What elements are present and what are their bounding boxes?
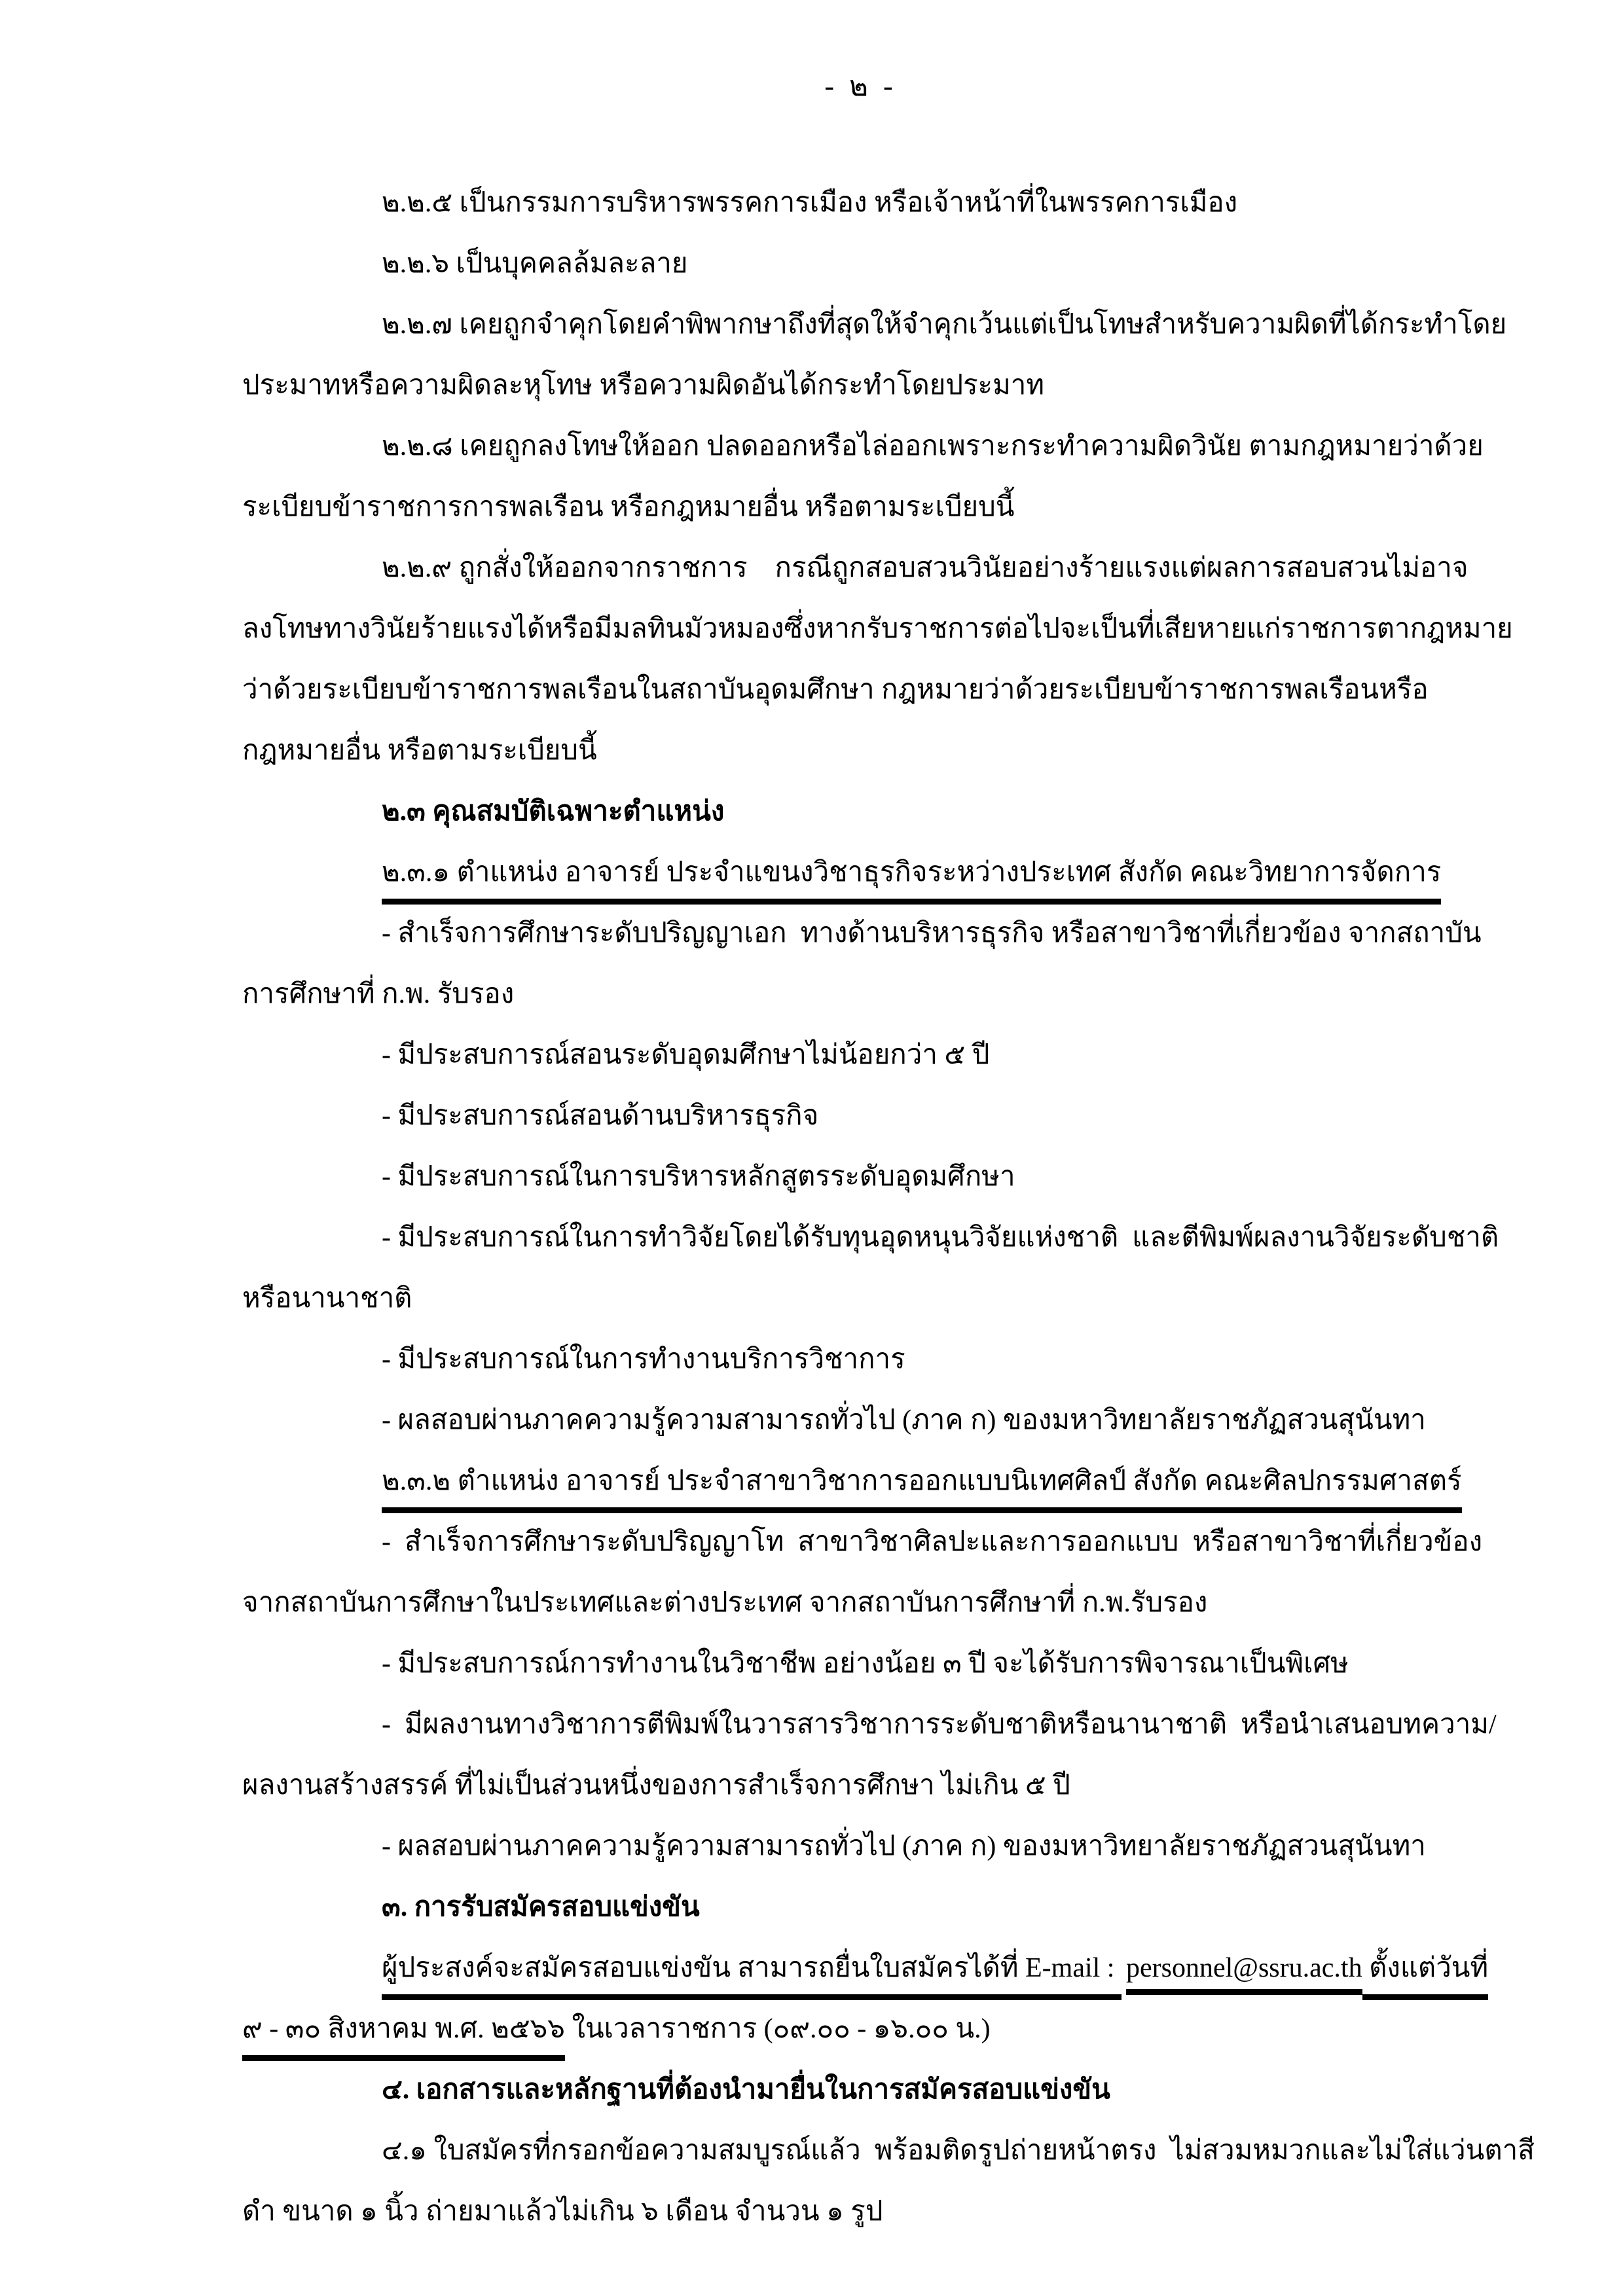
- qualification-item: - มีประสบการณ์ในการบริหารหลักสูตรระดับอุดมศึกษา: [382, 1162, 1015, 1192]
- qualification-item: - มีประสบการณ์สอนระดับอุดมศึกษาไม่น้อยกว่า ๕ ปี: [382, 1040, 990, 1070]
- email-link[interactable]: [1126, 1952, 1362, 1995]
- clause-2-2-9: ๒.๒.๙ ถูกสั่งให้ออกจากราชการ กรณีถูกสอบสวนวินัยอย่างร้ายแรงแต่ผลการสอบสวนไม่อาจ: [382, 553, 1468, 583]
- heading-documents: ๔. เอกสารและหลักฐานที่ต้องนำมายื่นในการสมัครสอบแข่งขัน: [382, 2075, 1110, 2105]
- clause-2-2-7: ๒.๒.๗ เคยถูกจำคุกโดยคำพิพากษาถึงที่สุดให้จำคุกเว้นแต่เป็นโทษสำหรับความผิดที่ได้กระทำโดย: [382, 310, 1507, 340]
- application-instruction-line: [242, 1938, 1535, 1999]
- qualification-item: - ผลสอบผ่านภาคความรู้ความสามารถทั่วไป (ภาค ก) ของมหาวิทยาลัยราชภัฏสวนสุนันทา: [382, 1831, 1426, 1861]
- clause-4-1-cont: ดำ ขนาด ๑ นิ้ว ถ่ายมาแล้วไม่เกิน ๖ เดือน จำนวน ๑ รูป: [242, 2197, 883, 2227]
- qualification-item: - มีผลงานทางวิชาการตีพิมพ์ในวารสารวิชาการระดับชาติหรือนานาชาติ หรือนำเสนอบทความ/: [382, 1710, 1497, 1740]
- underlined-date: ๙ - ๓๐ สิงหาคม พ.ศ. ๒๕๖๖: [242, 2007, 565, 2061]
- underlined-text: ๒.๓.๑ ตำแหน่ง อาจารย์ ประจำแขนงวิชาธุรกิจระหว่างประเทศ สังกัด คณะวิทยาการจัดการ: [382, 850, 1441, 905]
- position-1-heading: [242, 842, 1535, 903]
- qualification-item-cont: หรือนานาชาติ: [242, 1283, 412, 1314]
- clause-2-2-6: ๒.๒.๖ เป็นบุคคลล้มละลาย: [382, 249, 688, 279]
- heading-application: ๓. การรับสมัครสอบแข่งขัน: [382, 1892, 700, 1922]
- email-address[interactable]: personnel@ssru.ac.th: [1125, 1953, 1362, 1983]
- underlined-text: ๒.๓.๒ ตำแหน่ง อาจารย์ ประจำสาขาวิชาการออกแบบนิเทศศิลป์ สังกัด คณะศิลปกรรมศาสตร์: [382, 1459, 1462, 1513]
- qualification-item-cont: ผลงานสร้างสรรค์ ที่ไม่เป็นส่วนหนึ่งของการสำเร็จการศึกษา ไม่เกิน ๕ ปี: [242, 1770, 1070, 1801]
- underlined-text: ผู้ประสงค์จะสมัครสอบแข่งขัน สามารถยื่นใบสมัครได้ที่ E-mail :: [382, 1946, 1122, 2000]
- clause-2-2-8: ๒.๒.๘ เคยถูกลงโทษให้ออก ปลดออกหรือไล่ออกเพราะกระทำความผิดวินัย ตามกฎหมายว่าด้วย: [382, 431, 1484, 461]
- clause-2-2-9-cont-2: ว่าด้วยระเบียบข้าราชการพลเรือนในสถาบันอุดมศึกษา กฎหมายว่าด้วยระเบียบข้าราชการพลเรือนหรือ: [242, 675, 1429, 705]
- qualification-item: - สำเร็จการศึกษาระดับปริญญาเอก ทางด้านบริหารธุรกิจ หรือสาขาวิชาที่เกี่ยวข้อง จากสถาบัน: [382, 918, 1482, 948]
- clause-4-1: ๔.๑ ใบสมัครที่กรอกข้อความสมบูรณ์แล้ว พร้อมติดรูปถ่ายหน้าตรง ไม่สวมหมวกและไม่ใส่แว่นตาสี: [382, 2136, 1535, 2166]
- application-date-line: [242, 1999, 1535, 2060]
- clause-2-2-9-cont-3: กฎหมายอื่น หรือตามระเบียบนี้: [242, 736, 597, 766]
- qualification-item-cont: การศึกษาที่ ก.พ. รับรอง: [242, 979, 515, 1009]
- clause-2-2-5: ๒.๒.๕ เป็นกรรมการบริหารพรรคการเมือง หรือเจ้าหน้าที่ในพรรคการเมือง: [382, 188, 1238, 218]
- page-number: - ๒ -: [824, 70, 897, 102]
- heading-specific-qualifications: ๒.๓ คุณสมบัติเฉพาะตำแหน่ง: [382, 797, 725, 827]
- underlined-text: ตั้งแต่วันที่: [1362, 1946, 1489, 2000]
- qualification-item: - มีประสบการณ์สอนด้านบริหารธุรกิจ: [382, 1101, 819, 1131]
- qualification-item: - ผลสอบผ่านภาคความรู้ความสามารถทั่วไป (ภาค ก) ของมหาวิทยาลัยราชภัฏสวนสุนันทา: [382, 1405, 1426, 1435]
- qualification-item: - สำเร็จการศึกษาระดับปริญญาโท สาขาวิชาศิลปะและการออกแบบ หรือสาขาวิชาที่เกี่ยวข้อง: [382, 1527, 1483, 1557]
- date-line-rest: ในเวลาราชการ (๐๙.๐๐ - ๑๖.๐๐ น.): [564, 2014, 991, 2044]
- qualification-item: - มีประสบการณ์ในการทำวิจัยโดยได้รับทุนอุดหนุนวิจัยแห่งชาติ และตีพิมพ์ผลงานวิจัยระดับชาติ: [382, 1223, 1499, 1253]
- position-2-heading: [242, 1451, 1535, 1512]
- qualification-item: - มีประสบการณ์การทำงานในวิชาชีพ อย่างน้อย ๓ ปี จะได้รับการพิจารณาเป็นพิเศษ: [382, 1649, 1349, 1679]
- clause-2-2-9-cont-1: ลงโทษทางวินัยร้ายแรงได้หรือมีมลทินมัวหมองซึ่งหากรับราชการต่อไปจะเป็นที่เสียหายแก่ราชการตากฎหมาย: [242, 614, 1513, 644]
- clause-2-2-7-cont: ประมาทหรือความผิดละหุโทษ หรือความผิดอันได้กระทำโดยประมาท: [242, 370, 1045, 401]
- qualification-item-cont: จากสถาบันการศึกษาในประเทศและต่างประเทศ จากสถาบันการศึกษาที่ ก.พ.รับรอง: [242, 1588, 1208, 1618]
- document-body: [242, 173, 1535, 2242]
- qualification-item: - มีประสบการณ์ในการทำงานบริการวิชาการ: [382, 1344, 905, 1374]
- clause-2-2-8-cont: ระเบียบข้าราชการการพลเรือน หรือกฎหมายอื่น หรือตามระเบียบนี้: [242, 492, 1015, 522]
